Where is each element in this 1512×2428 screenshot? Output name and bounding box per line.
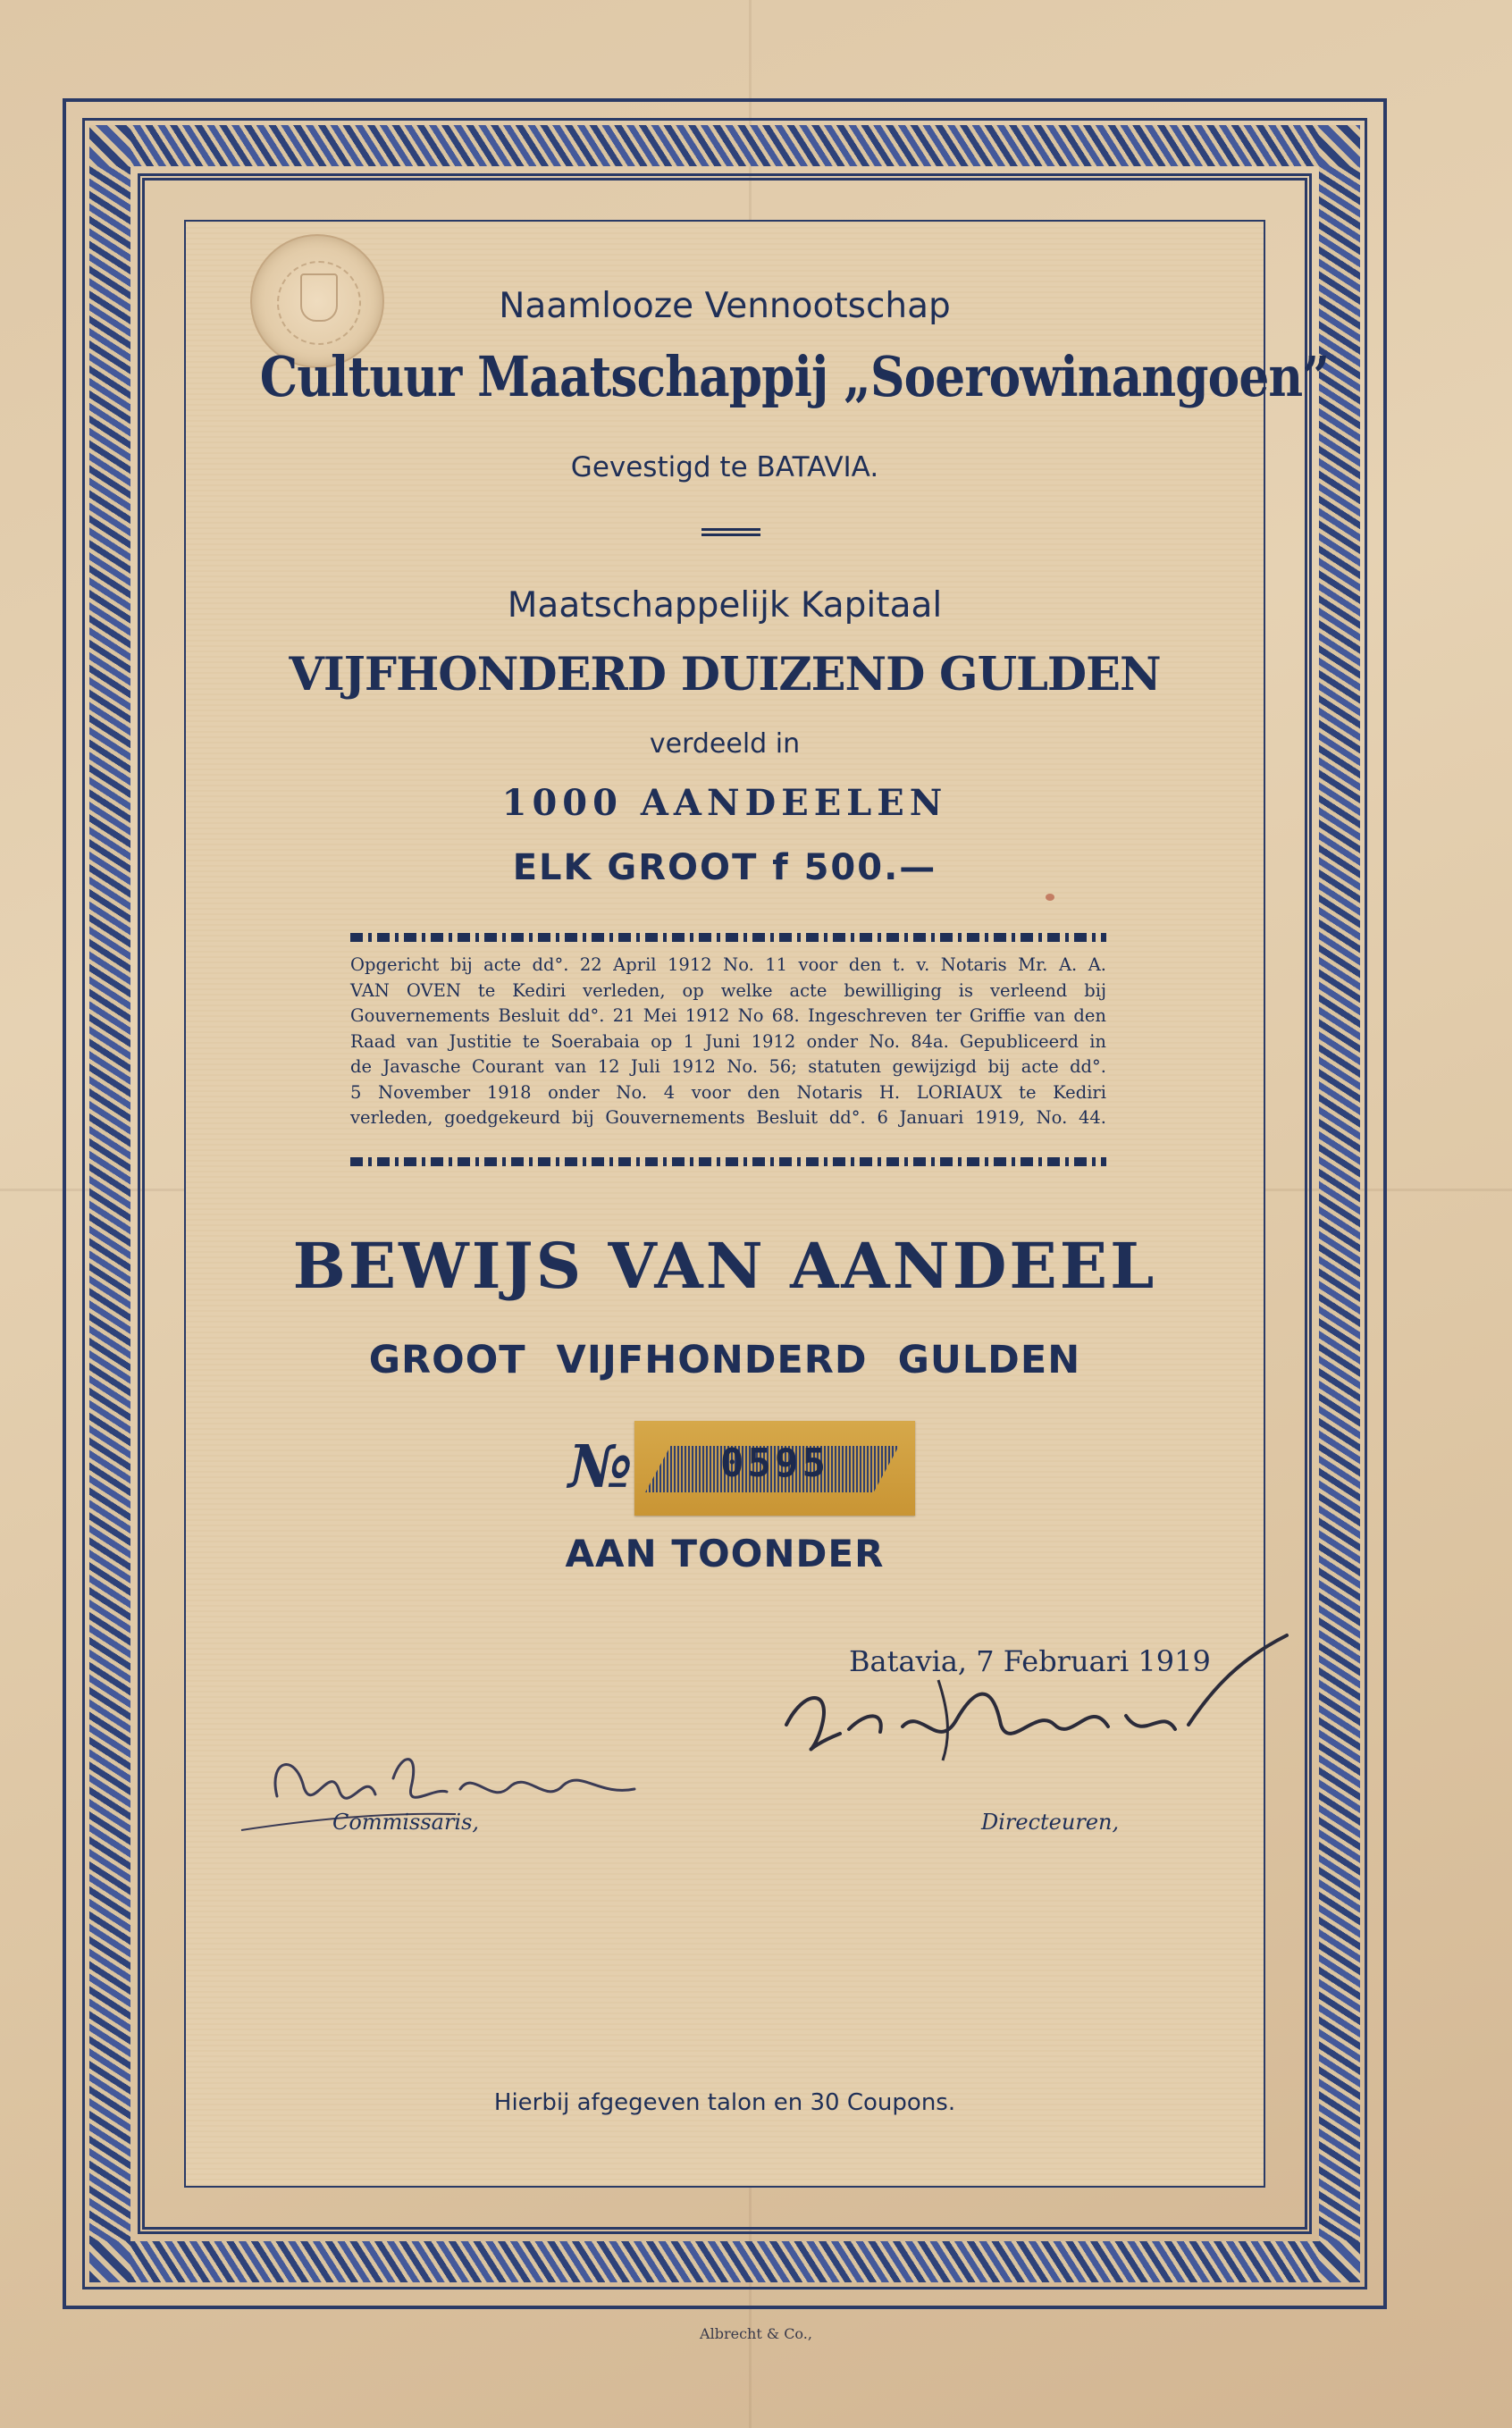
certificate-number: 0595 <box>720 1441 829 1486</box>
director-signature <box>769 1626 1305 1787</box>
ornament-rule-bottom <box>350 1157 1106 1166</box>
double-rule <box>701 528 760 536</box>
red-ink-mark <box>1046 894 1054 901</box>
company-form: Naamlooze Vennootschap <box>499 286 951 326</box>
company-seat: Gevestigd te BATAVIA. <box>570 451 879 483</box>
divided-in: verdeeld in <box>649 728 801 760</box>
legal-line: 5 November 1918 onder No. 4 voor den Notaris H. LORIAUX te Kediri <box>350 1081 1106 1103</box>
legal-line: VAN OVEN te Kediri verleden, op welke acte bewilliging is verleend bij <box>350 979 1106 1001</box>
bearer-text: AAN TOONDER <box>565 1532 885 1575</box>
numero-sign: № <box>568 1432 633 1501</box>
commissaris-label: Commissaris, <box>332 1810 480 1835</box>
legal-line: Opgericht bij acte dd°. 22 April 1912 No. 11 voor den t. v. Notaris Mr. A. A. <box>350 954 1106 975</box>
legal-line: Gouvernements Besluit dd°. 21 Mei 1912 No 68. Ingeschreven ter Griffie van den <box>350 1005 1106 1026</box>
place-and-date: Batavia, 7 Februari 1919 <box>849 1644 1211 1678</box>
certificate-title: BEWIJS VAN AANDEEL <box>292 1229 1157 1303</box>
legal-line: verleden, goedgekeurd bij Gouvernements Besluit dd°. 6 Januari 1919, No. 44. <box>350 1107 1106 1128</box>
number-label <box>634 1421 915 1516</box>
directors-label: Directeuren, <box>981 1810 1120 1835</box>
coupons-note: Hierbij afgegeven talon en 30 Coupons. <box>493 2089 956 2116</box>
incorporation-text <box>350 953 1106 1131</box>
share-count: 1000 AANDEELEN <box>501 782 948 824</box>
printer-credit: Albrecht & Co., <box>700 2325 812 2342</box>
share-value: ELK GROOT f 500.— <box>512 847 937 888</box>
ornament-rule-top <box>350 933 1106 942</box>
company-name: Cultuur Maatschappij „Soerowinangoen” <box>259 344 1330 409</box>
legal-line: Raad van Justitie te Soerabaia op 1 Juni 1912 onder No. 84a. Gepubliceerd in <box>350 1030 1106 1052</box>
certificate-subtitle: GROOT VIJFHONDERD GULDEN <box>368 1338 1081 1382</box>
certificate-panel <box>184 220 1330 2188</box>
legal-line: de Javasche Courant van 12 Juli 1912 No. 56; statuten gewijzigd bij acte dd°. <box>350 1056 1106 1077</box>
capital-amount: VIJFHONDERD DUIZEND GULDEN <box>289 648 1161 702</box>
capital-heading: Maatschappelijk Kapitaal <box>507 585 943 626</box>
